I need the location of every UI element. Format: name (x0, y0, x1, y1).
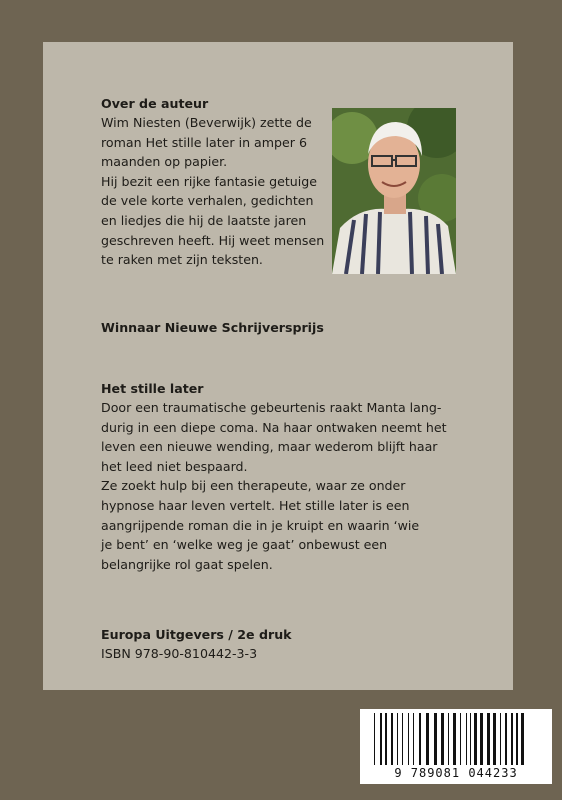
barcode-bar (441, 713, 444, 765)
book-blurb-line: leven een nieuwe wending, maar wederom blijft haar (101, 439, 438, 455)
barcode-bar (374, 713, 375, 765)
barcode-bar (385, 713, 387, 765)
barcode-bar (466, 713, 467, 765)
isbn-text: ISBN 978-90-810442-3-3 (101, 646, 258, 661)
barcode-bar (516, 713, 518, 765)
book-blurb-line: Ze zoekt hulp bij een therapeute, waar ze onder (101, 478, 406, 494)
barcode-bar (521, 713, 524, 765)
author-bio-line: Wim Niesten (Beverwijk) zette de (101, 115, 312, 130)
barcode-bars (372, 713, 542, 765)
barcode-bar (419, 713, 421, 765)
author-bio-line: roman Het stille later in amper 6 (101, 134, 307, 150)
book-blurb (101, 398, 501, 574)
barcode-bar (505, 713, 507, 765)
barcode-bar (470, 713, 471, 765)
barcode-bar (511, 713, 513, 765)
barcode-bar (500, 713, 501, 765)
book-blurb-line: durig in een diepe coma. Na haar ontwaken neemt het (101, 419, 447, 435)
barcode-bar (391, 713, 393, 765)
author-bio (101, 113, 331, 270)
barcode-bar (402, 713, 403, 765)
book-blurb-line: Door een traumatische gebeurtenis raakt Manta lang- (101, 400, 442, 415)
barcode-bar (434, 713, 437, 765)
author-bio-line: en liedjes die hij de laatste jaren (101, 212, 307, 228)
barcode-bar (460, 713, 461, 765)
barcode-bar (397, 713, 398, 765)
barcode-bar (413, 713, 414, 765)
publisher-line: Europa Uitgevers / 2e druk (101, 627, 292, 642)
author-photo (332, 108, 456, 274)
book-blurb-line: hypnose haar leven vertelt. Het stille later is een (101, 497, 410, 513)
barcode (360, 709, 552, 784)
barcode-digits: 9 789081 044233 (394, 766, 518, 780)
author-bio-line: Hij bezit een rijke fantasie getuige (101, 173, 318, 189)
book-blurb-line: het leed niet bespaard. (101, 458, 248, 474)
author-heading: Over de auteur (101, 96, 209, 111)
barcode-bar (487, 713, 490, 765)
book-blurb-line: je bent’ en ‘welke weg je gaat’ onbewust een (101, 537, 388, 553)
barcode-bar (448, 713, 449, 765)
book-blurb-line: aangrijpende roman die in je kruipt en waarin ‘wie (101, 517, 420, 533)
author-bio-line: te raken met zijn teksten. (101, 252, 263, 268)
book-blurb-line: belangrijke rol gaat spelen. (101, 556, 273, 572)
book-title: Het stille later (101, 381, 204, 396)
award-text: Winnaar Nieuwe Schrijversprijs (101, 320, 324, 335)
barcode-bar (480, 713, 483, 765)
author-bio-line: geschreven heeft. Hij weet mensen (101, 232, 325, 248)
barcode-bar (408, 713, 409, 765)
barcode-bar (453, 713, 456, 765)
author-bio-line: maanden op papier. (101, 154, 228, 170)
barcode-bar (426, 713, 429, 765)
author-bio-line: de vele korte verhalen, gedichten (101, 193, 314, 209)
barcode-bar (493, 713, 496, 765)
barcode-bar (380, 713, 382, 765)
barcode-bar (474, 713, 477, 765)
